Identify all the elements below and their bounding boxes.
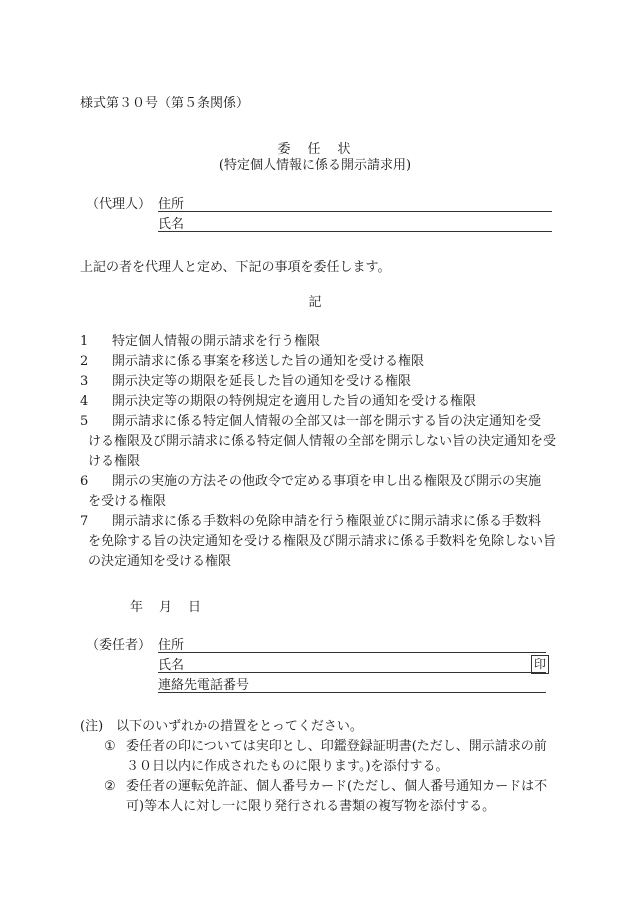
delegator-phone-label: 連絡先電話番号 <box>158 678 250 693</box>
month-label: 月 <box>159 600 173 615</box>
notes-heading: (注) 以下のいずれかの措置をとってください。 <box>80 719 363 734</box>
agent-address-field[interactable] <box>158 211 552 212</box>
document-subtitle: (特定個人情報に係る開示請求用) <box>218 158 412 173</box>
seal-mark: 印 <box>531 655 549 674</box>
list-item: 5 開示請求に係る特定個人情報の全部又は一部を開示する旨の決定通知を受 ける権限及び開示請求に係る特定個人情報の全部を開示しない旨の決定通知を受ける権限 <box>80 414 557 469</box>
agent-name-label: 氏名 <box>158 217 185 232</box>
year-label: 年 <box>130 600 144 615</box>
note-item <box>100 777 558 817</box>
day-label: 日 <box>188 600 202 615</box>
agent-address-label: 住所 <box>158 197 185 212</box>
delegator-address-label: 住所 <box>158 638 185 653</box>
delegator-name-label: 氏名 <box>158 658 185 673</box>
delegator-address-field[interactable] <box>158 652 546 653</box>
agent-name-field[interactable] <box>158 231 552 232</box>
agent-role-label: （代理人） <box>86 197 152 212</box>
note-marker: ② <box>104 779 116 794</box>
note-text: 委任者の運転免許証、個人番号カード(ただし、個人番号通知カードは不可)等本人に対し一に限り発行される書類の複写物を添付する。 <box>126 779 548 814</box>
delegator-name-field[interactable] <box>158 672 546 673</box>
document-title: 委 任 状 <box>277 142 353 157</box>
list-item: 7 開示請求に係る手数料の免除申請を行う権限並びに開示請求に係る手数料 を免除する旨の決定通知を受ける権限及び開示請求に係る手数料を免除しない旨の決定通知を受ける権限 <box>80 514 557 569</box>
list-item: 4 開示決定等の期限の特例規定を適用した旨の通知を受ける権限 <box>80 394 477 409</box>
note-item <box>100 737 558 777</box>
list-item: 2 開示請求に係る事案を移送した旨の通知を受ける権限 <box>80 354 425 369</box>
delegated-powers-list <box>80 332 556 572</box>
note-marker: ① <box>104 739 116 754</box>
form-number: 様式第３０号（第５条関係） <box>80 96 250 111</box>
delegation-statement: 上記の者を代理人と定め、下記の事項を委任します。 <box>80 260 391 275</box>
ki-heading: 記 <box>308 295 322 310</box>
delegator-role-label: （委任者） <box>86 638 152 653</box>
delegator-phone-field[interactable] <box>158 692 546 693</box>
note-text: 委任者の印については実印とし、印鑑登録証明書(ただし、開示請求の前３０日以内に作成されたものに限ります。)を添付する。 <box>126 739 547 774</box>
list-item: 6 開示の実施の方法その他政令で定める事項を申し出る権限及び開示の実施 を受ける権限 <box>80 474 542 509</box>
list-item: 1 特定個人情報の開示請求を行う権限 <box>80 334 321 349</box>
list-item: 3 開示決定等の期限を延長した旨の通知を受ける権限 <box>80 374 412 389</box>
date-line[interactable] <box>130 598 217 618</box>
